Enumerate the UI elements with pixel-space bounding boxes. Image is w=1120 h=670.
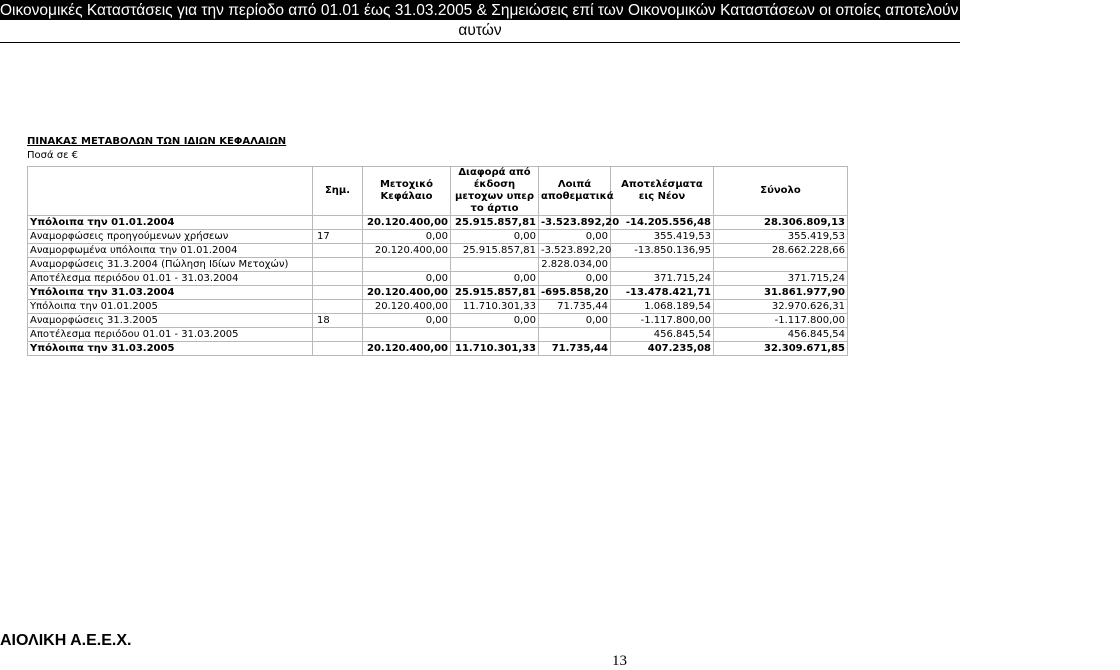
row-retained-earnings: -14.205.556,48	[611, 216, 714, 230]
row-other-reserves	[539, 328, 611, 342]
row-retained-earnings: -13.850.136,95	[611, 244, 714, 258]
row-other-reserves: -3.523.892,20	[539, 244, 611, 258]
row-total: 31.861.977,90	[714, 286, 848, 300]
row-total: 28.306.809,13	[714, 216, 848, 230]
row-share-capital	[363, 328, 451, 342]
row-retained-earnings: 1.068.189,54	[611, 300, 714, 314]
row-label: Αναμορφώσεις προηγούμενων χρήσεων	[28, 230, 313, 244]
row-share-premium: 0,00	[451, 314, 539, 328]
table-row	[28, 342, 848, 356]
row-total	[714, 258, 848, 272]
row-share-capital: 20.120.400,00	[363, 286, 451, 300]
page-number: 13	[612, 653, 627, 669]
table-row	[28, 258, 848, 272]
column-header-note: Σημ.	[313, 167, 363, 216]
row-total: 28.662.228,66	[714, 244, 848, 258]
row-share-premium: 11.710.301,33	[451, 300, 539, 314]
row-note	[313, 300, 363, 314]
row-total: 456.845,54	[714, 328, 848, 342]
table-body	[28, 216, 848, 356]
row-retained-earnings: -1.117.800,00	[611, 314, 714, 328]
column-header-share-premium: Διαφορά από έκδοση μετοχων υπερ το άρτιο	[451, 167, 539, 216]
row-share-capital	[363, 258, 451, 272]
row-share-premium: 25.915.857,81	[451, 244, 539, 258]
row-retained-earnings: 456.845,54	[611, 328, 714, 342]
row-label: Αποτέλεσμα περιόδου 01.01 - 31.03.2004	[28, 272, 313, 286]
row-share-capital: 0,00	[363, 230, 451, 244]
row-label: Υπόλοιπα την 31.03.2004	[28, 286, 313, 300]
row-note	[313, 272, 363, 286]
footer-company-name: ΑΙΟΛΙΚΗ Α.Ε.Ε.Χ.	[0, 632, 132, 649]
row-note: 17	[313, 230, 363, 244]
document-header-subtitle: αυτών	[0, 20, 960, 42]
column-header-retained-earnings: Αποτελέσματα εις Νέον	[611, 167, 714, 216]
document-header-title: Οικονομικές Καταστάσεις για την περίοδο από 01.01 έως 31.03.2005 & Σημειώσεις επί των Οικονομικών Καταστάσεων οι οποίες αποτελούν αναπόσπαστο στοιχείο	[0, 2, 1120, 19]
row-label: Υπόλοιπα την 01.01.2004	[28, 216, 313, 230]
row-other-reserves: 0,00	[539, 272, 611, 286]
row-share-capital: 20.120.400,00	[363, 216, 451, 230]
row-share-capital: 20.120.400,00	[363, 342, 451, 356]
row-label: Αναμορφώσεις 31.3.2005	[28, 314, 313, 328]
row-retained-earnings: 355.419,53	[611, 230, 714, 244]
row-retained-earnings: 407.235,08	[611, 342, 714, 356]
row-note: 18	[313, 314, 363, 328]
table-header-row	[28, 167, 848, 216]
row-note	[313, 342, 363, 356]
row-label: Αποτέλεσμα περιόδου 01.01 - 31.03.2005	[28, 328, 313, 342]
row-label: Αναμορφωμένα υπόλοιπα την 01.01.2004	[28, 244, 313, 258]
equity-changes-table	[27, 166, 848, 356]
row-label: Υπόλοιπα την 31.03.2005	[28, 342, 313, 356]
table-row	[28, 230, 848, 244]
row-total: 32.970.626,31	[714, 300, 848, 314]
row-share-capital: 0,00	[363, 314, 451, 328]
row-total: 371.715,24	[714, 272, 848, 286]
row-share-premium: 25.915.857,81	[451, 286, 539, 300]
row-share-capital: 20.120.400,00	[363, 244, 451, 258]
row-note	[313, 286, 363, 300]
row-other-reserves: 0,00	[539, 314, 611, 328]
row-other-reserves: 71.735,44	[539, 342, 611, 356]
column-header-share-capital: Μετοχικό Κεφάλαιο	[363, 167, 451, 216]
table-row	[28, 272, 848, 286]
row-share-premium	[451, 328, 539, 342]
row-note	[313, 328, 363, 342]
row-share-premium: 25.915.857,81	[451, 216, 539, 230]
row-share-premium: 0,00	[451, 230, 539, 244]
row-label: Αναμορφώσεις 31.3.2004 (Πώληση Ιδίων Μετοχών)	[28, 258, 313, 272]
section-title: ΠΙΝΑΚΑΣ ΜΕΤΑΒΟΛΩΝ ΤΩΝ ΙΔΙΩΝ ΚΕΦΑΛΑΙΩΝ	[27, 136, 287, 147]
row-share-premium	[451, 258, 539, 272]
row-other-reserves: -695.858,20	[539, 286, 611, 300]
table-row	[28, 286, 848, 300]
column-header-other-reserves: Λοιπά αποθεματικά	[539, 167, 611, 216]
row-share-premium: 0,00	[451, 272, 539, 286]
row-total: 355.419,53	[714, 230, 848, 244]
row-note	[313, 244, 363, 258]
currency-unit-label: Ποσά σε €	[27, 150, 79, 161]
header-subtitle-band	[0, 20, 960, 42]
row-total: -1.117.800,00	[714, 314, 848, 328]
table-row	[28, 216, 848, 230]
column-header-description	[28, 167, 313, 216]
row-note	[313, 258, 363, 272]
row-share-premium: 11.710.301,33	[451, 342, 539, 356]
column-header-total: Σύνολο	[714, 167, 848, 216]
row-retained-earnings: 371.715,24	[611, 272, 714, 286]
row-share-capital: 0,00	[363, 272, 451, 286]
row-share-capital: 20.120.400,00	[363, 300, 451, 314]
row-other-reserves: 71.735,44	[539, 300, 611, 314]
row-other-reserves: 2.828.034,00	[539, 258, 611, 272]
table-row	[28, 244, 848, 258]
row-total: 32.309.671,85	[714, 342, 848, 356]
row-retained-earnings: -13.478.421,71	[611, 286, 714, 300]
table-row	[28, 328, 848, 342]
table-row	[28, 314, 848, 328]
row-other-reserves: 0,00	[539, 230, 611, 244]
row-other-reserves: -3.523.892,20	[539, 216, 611, 230]
table-row	[28, 300, 848, 314]
row-retained-earnings	[611, 258, 714, 272]
row-note	[313, 216, 363, 230]
row-label: Υπόλοιπα την 01.01.2005	[28, 300, 313, 314]
